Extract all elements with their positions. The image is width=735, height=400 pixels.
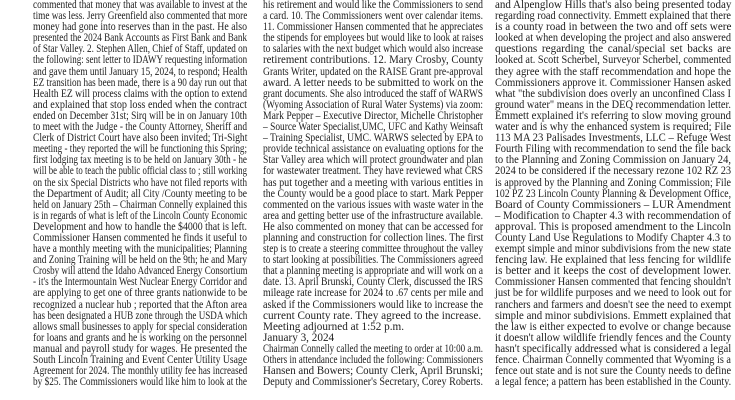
text-line: recognized a nuclear hub ; reported that the Afton area — [33, 298, 247, 311]
text-line: Fourth Filing with recommendation to send the file back — [495, 143, 731, 156]
text-line: Clerk of District Court have also been invited; Tri-Sight — [33, 132, 248, 145]
text-line: retirement contributions. 12. Mary Crosby, County — [263, 54, 484, 67]
text-line: first lodging tax meeting is to be held on January 30th - he — [33, 154, 247, 167]
text-line: that a planning meeting is appropriate and will work on a — [263, 265, 484, 278]
text-column-1 — [33, 0, 247, 388]
text-line: the following: sent letter to IDAWY requesting information — [33, 54, 248, 67]
text-line: 11. Commissioner Hansen commented that he appreciates — [263, 21, 483, 34]
text-line: provide technical assistance on evaluating options for the — [263, 143, 484, 156]
text-line: fence out state and is not sure the County needs to define — [495, 365, 732, 378]
text-line: allows small businesses to apply for special consideration — [33, 320, 248, 333]
text-line: Emmett explained it's referring to slow moving ground — [495, 109, 731, 122]
text-line: He also commented on money that can be accessed for — [263, 220, 484, 233]
text-line: for loans and grants and he is working on the personnel — [33, 331, 247, 344]
text-line: have a monthly meeting with the municipalities; Planning — [33, 243, 247, 256]
text-line: by $25. The Commissioners would like him to look at the — [33, 376, 248, 389]
text-line: and gave them until January 15, 2024, to respond; Health — [33, 65, 248, 78]
text-line: to start looking at possibilities. The Commissioners agreed — [263, 254, 483, 267]
text-line: Deputy and Commissioner's Secretary, Corey Roberts. — [263, 376, 483, 389]
text-line: looked at when developing the project and also answered — [495, 32, 731, 45]
text-line: Chairman Connelly called the meeting to order at 10:00 a.m. — [263, 342, 483, 355]
text-line: date. 13. April Brunski, County Clerk, discussed the IRS — [263, 276, 483, 289]
text-line: looked at. Scott Scherbel, Surveyor Scherbel, commented — [495, 54, 732, 67]
text-line: January 3, 2024 — [263, 331, 335, 344]
text-line: they agree with the staff recommendation and hope the — [495, 65, 731, 78]
text-line: ended on December 31st; Sirq will be in on January 10th — [33, 109, 247, 122]
text-line: Grants Writer, updated on the RAISE Grant pre-approval — [263, 65, 483, 78]
text-line: 2024 to be considered if the necessary rezone 102 RZ 23 — [495, 165, 732, 178]
text-line: asked if the Commissioners would like to increase the — [263, 298, 483, 311]
text-line: a legal fence; a pattern has been established in the County. — [495, 376, 732, 389]
text-line: a card. 10. The Commissioners went over calendar items. — [263, 10, 483, 23]
text-line: Agreement for 2024. The monthly utility fee has increased — [33, 365, 248, 378]
text-line: to salaries with the next budget which would also increase — [263, 43, 483, 56]
text-line: step is to create a steering committee throughout the valley — [263, 243, 483, 256]
text-line: the law is either expected to evolve or change because — [495, 320, 731, 333]
text-line: Commissioner Hansen commented that fencing shouldn't — [495, 276, 731, 289]
text-line: ranchers and farmers and doesn't see the need to exempt — [495, 298, 732, 311]
text-column-3 — [495, 0, 731, 388]
text-line: Crosby will attend the Idaho Advanced Energy Consortium — [33, 265, 248, 278]
text-line: is a county road in between the two and off sets were — [495, 21, 732, 34]
text-line: has put together and a meeting with various entities in — [263, 176, 484, 189]
text-line: to the Planning and Zoning Commission on January 24, — [495, 154, 731, 167]
text-line: mileage rate increase for 2024 to .67 cents per mile and — [263, 287, 484, 300]
text-line: simple and minor subdivisions. Emmett explained that — [495, 309, 731, 322]
text-line: Health EZ will process claims with the option to extend — [33, 87, 247, 100]
text-line: commented that money that was available to invest at the — [33, 0, 248, 11]
text-line: what "the subdivision does overly an unconfined Class I — [495, 87, 731, 100]
text-line: approval. This is proposed amendment to the Lincoln — [495, 220, 732, 233]
text-line: questions regarding the canal/special set backs are — [495, 43, 731, 56]
text-line: – Modification to Chapter 4.3 with recommendation of — [495, 209, 732, 222]
text-line: regarding road connectivity. Emmett explained that there — [495, 10, 731, 23]
text-line: it doesn't allow wildlife friendly fences and the County — [495, 331, 732, 344]
text-line: just be for wildlife purposes and we need to look out for — [495, 287, 732, 300]
text-line: exempt simple and minor subdivisions from the new state — [495, 243, 731, 256]
text-line: the County would be a good place to start. Mark Pepper — [263, 187, 484, 200]
text-line: presented the 2024 Bank Accounts as First Bank and Bank — [33, 32, 247, 45]
text-line: award. A letter needs to be submitted to work on the — [263, 76, 484, 89]
text-line: Board of County Commissioners – LUR Amendment — [495, 198, 731, 211]
text-line: manual and payroll study for wages. He presented the — [33, 342, 247, 355]
text-line: time was less. Jerry Greenfield also commented that more — [33, 10, 248, 23]
text-line: current County rate. They agreed to the increase. — [263, 309, 482, 322]
text-line: will be able to teach the public official class to ; still working — [33, 165, 247, 178]
text-line: the Department of Audit; all City /County meeting to be — [33, 187, 247, 200]
text-line: grant documents. She also introduced the staff of WARWS — [263, 87, 483, 100]
text-line: commented on the various issues with waste water in the — [263, 198, 484, 211]
text-line: and Zoning Training will be held on the 9th; he and Mary — [33, 254, 247, 267]
text-line: fence. Chairman Connelly commented that Wyoming is a — [495, 354, 731, 366]
text-line: for wastewater treatment. They have reviewed what CRS — [263, 165, 483, 178]
text-line: hasn't specifically addressed what is considered a legal — [495, 342, 732, 355]
text-line: Hansen and Bowers; County Clerk, April Brunski; — [263, 365, 483, 378]
text-line: Star Valley area which will protect groundwater and plan — [263, 154, 484, 167]
text-line: fencing law. He explained that less fencing for wildlife — [495, 254, 731, 267]
text-line: Development and how to handle the $4000 that is left. — [33, 220, 247, 233]
text-line: Others in attendance included the following: Commissioners — [263, 354, 483, 366]
text-line: is approved by the Planning and Zoning Commission; File — [495, 176, 731, 189]
text-line: is better and it keeps the cost of development lower. — [495, 265, 731, 278]
text-line: – Source Water Specialist,UMC, UFC and Kathy Weinsaft — [263, 121, 483, 134]
text-line: on the six Special Districts who have not filed reports with — [33, 176, 247, 189]
text-line: and explained that stop loss ended when the contract — [33, 98, 247, 111]
text-line: South Lincoln Training and Event Center Utility Usage — [33, 354, 247, 366]
text-line: EZ transition has been made, there is a 90 day run out that — [33, 76, 247, 89]
text-line: (Wyoming Association of Rural Water Systems) via zoom: — [263, 98, 483, 111]
text-line: Meeting adjourned at 1:52 p.m. — [263, 320, 405, 333]
text-line: of Star Valley. 2. Stephen Allen, Chief of Staff, updated on — [33, 43, 248, 56]
text-line: – Training Specialist, UMC. WARWS selected by EPA to — [263, 132, 483, 145]
text-line: his retirement and would like the Commissioners to send — [263, 0, 483, 11]
text-line: planning and construction for collection lines. The first — [263, 231, 484, 244]
text-line: has been designated a HUB zone through the USDA which — [33, 309, 248, 322]
text-line: County Land Use Regulations to Modify Chapter 4.3 to — [495, 231, 731, 244]
text-line: held on January 25th – Chairman Connelly explained this — [33, 198, 247, 211]
text-line: to meet with the Judge - the County Attorney, Sheriff and — [33, 121, 247, 134]
text-line: and Alpenglow Hills that's also being presented today — [495, 0, 732, 11]
text-line: meeting - they reported the will be functioning this Spring; — [33, 143, 247, 156]
text-line: water and is why the enhanced system is required; File — [495, 121, 732, 134]
text-line: the stipends for employees but would like to look at raises — [263, 32, 484, 45]
text-line: Commissioner Hansen commented he finds it useful to — [33, 231, 247, 244]
text-line: is in regards of what is left of the Lincoln County Economic — [33, 209, 248, 222]
text-line: ground water" means in the DEQ recommendation letter. — [495, 98, 731, 111]
text-line: 113 MA 23 Palisades Investments, LLC – Refuge West — [495, 132, 731, 145]
text-line: - it's the Intermountain West Nuclear Energy Corridor and — [33, 276, 247, 289]
text-line: 102 PZ 23 Lincoln County Planning & Development Office, — [495, 187, 732, 200]
text-column-2 — [263, 0, 483, 388]
text-line: money had gone into reserves than in the past. He also — [33, 21, 247, 34]
text-line: Mark Pepper – Executive Director, Michelle Christopher — [263, 109, 483, 122]
text-line: Commissioners approve it. Commissioner Hansen asked — [495, 76, 731, 89]
text-line: are applying to get one of three grants nationwide to be — [33, 287, 248, 300]
text-line: area and getting better use of the infrastructure available. — [263, 209, 484, 222]
